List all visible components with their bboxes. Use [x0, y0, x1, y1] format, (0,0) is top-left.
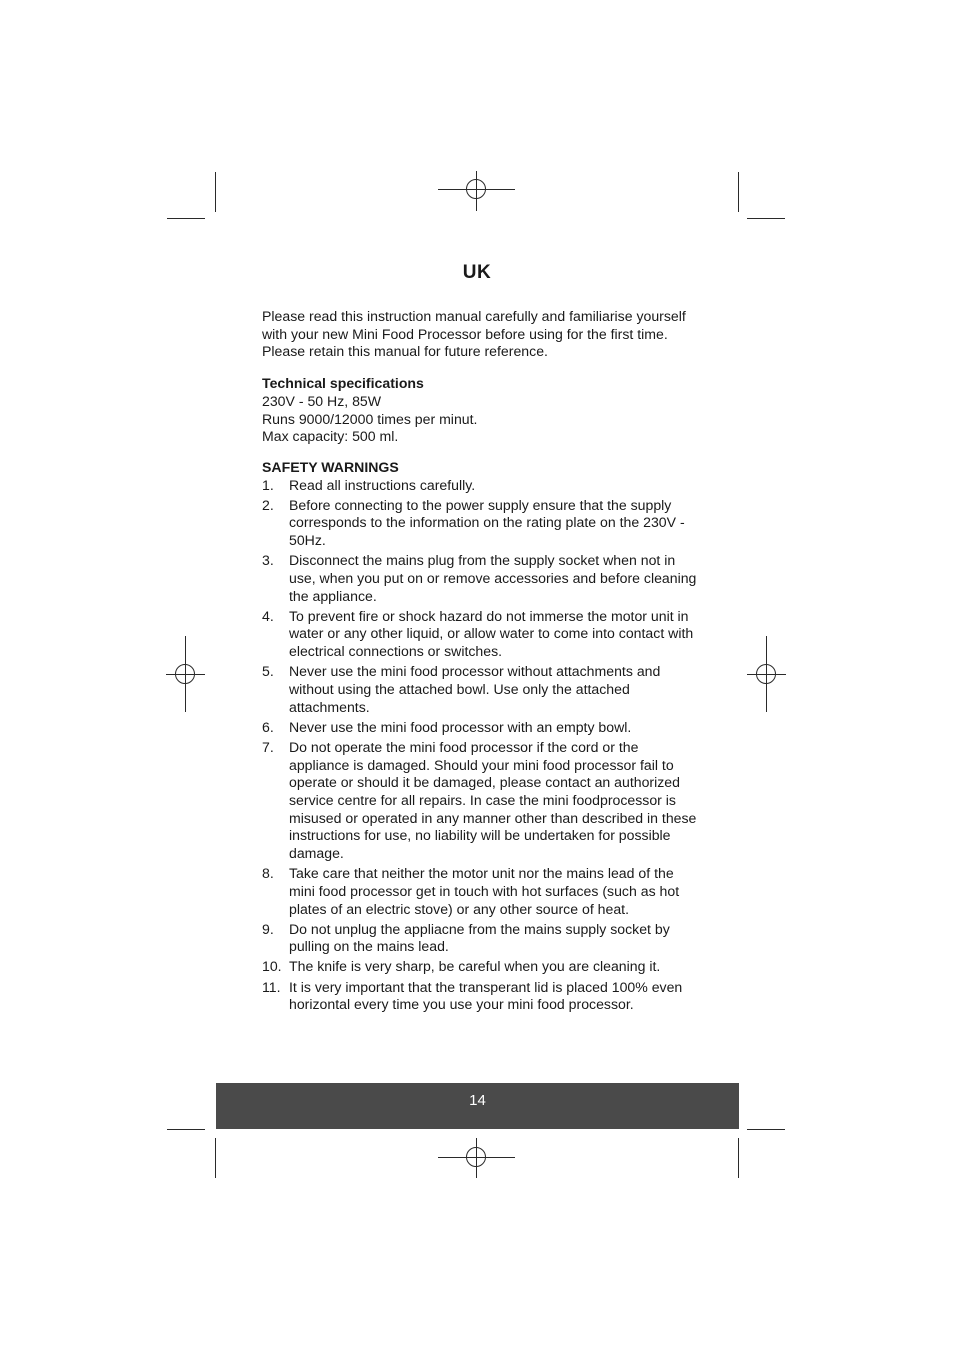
intro-line: with your new Mini Food Processor before using for the first time.	[262, 325, 668, 342]
tech-specs-list	[262, 393, 697, 446]
footer-bar	[216, 1083, 739, 1129]
list-item	[262, 497, 697, 550]
item-text: Never use the mini food processor without attachments and without using the attached bowl. Use only the attached attachments.	[289, 663, 661, 715]
safety-warnings-heading: SAFETY WARNINGS	[262, 458, 399, 475]
item-text: Never use the mini food processor with an empty bowl.	[289, 718, 632, 735]
spec-line: Runs 9000/12000 times per minut.	[262, 410, 478, 427]
list-item	[262, 663, 697, 716]
crop-mark-bottom-left-h	[167, 1129, 205, 1130]
list-item	[262, 608, 697, 661]
crop-mark-bottom-left-v	[215, 1138, 216, 1178]
item-number: 7.	[262, 738, 274, 755]
item-number: 2.	[262, 496, 274, 513]
intro-paragraph	[262, 308, 697, 361]
list-item	[262, 552, 697, 605]
intro-line: Please retain this manual for future reference.	[262, 343, 548, 360]
item-number: 8.	[262, 865, 274, 882]
item-number: 4.	[262, 607, 274, 624]
tech-specs-heading: Technical specifications	[262, 375, 424, 392]
item-text: Do not unplug the appliacne from the mains supply socket by pulling on the mains lead.	[289, 920, 670, 955]
crop-mark-bottom-right-v	[738, 1138, 739, 1178]
manual-content	[262, 308, 697, 1016]
list-item	[262, 958, 697, 976]
crop-mark-bottom-right-h	[747, 1129, 785, 1130]
crop-mark-top-left-v	[215, 172, 216, 212]
list-item	[262, 979, 697, 1014]
item-text: Do not operate the mini food processor if the cord or the appliance is damaged. Should your mini food processor fail to operate or should it be damaged, please contact an authorized service centre for all repairs. In case the mini foodprocessor is misused or operated in any manner other than described in these instructions for use, no liability will be undertaken for possible damage.	[289, 738, 697, 862]
item-text: Before connecting to the power supply ensure that the supply corresponds to the information on the rating plate on the 230V - 50Hz.	[289, 496, 685, 549]
page-number: 14	[469, 1092, 486, 1109]
list-item	[262, 865, 697, 918]
list-item	[262, 477, 697, 495]
item-number: 1.	[262, 476, 274, 493]
item-number: 9.	[262, 920, 274, 937]
item-text: It is very important that the transperant lid is placed 100% even horizontal every time you use your mini food processor.	[289, 978, 683, 1013]
item-text: The knife is very sharp, be careful when you are cleaning it.	[289, 958, 661, 975]
item-number: 3.	[262, 552, 274, 569]
list-item	[262, 921, 697, 956]
item-number: 6.	[262, 718, 274, 735]
list-item	[262, 739, 697, 863]
crop-mark-top-right-v	[738, 172, 739, 212]
safety-warnings-list	[262, 477, 697, 1014]
item-number: 10.	[262, 958, 282, 975]
intro-line: Please read this instruction manual carefully and familiarise yourself	[262, 308, 686, 324]
crop-mark-top-right-h	[747, 218, 785, 219]
page-title: UK	[462, 262, 492, 283]
crop-mark-top-left-h	[167, 218, 205, 219]
item-text: Take care that neither the motor unit nor the mains lead of the mini food processor get in touch with hot surfaces (such as hot plates of an electric stove) or any other source of heat.	[289, 865, 680, 917]
spec-line: Max capacity: 500 ml.	[262, 428, 399, 445]
item-text: Read all instructions carefully.	[289, 476, 476, 493]
item-number: 11.	[262, 978, 281, 995]
item-text: Disconnect the mains plug from the supply socket when not in use, when you put on or remove accessories and before cleaning the appliance.	[289, 552, 697, 604]
spec-line: 230V - 50 Hz, 85W	[262, 392, 382, 409]
list-item	[262, 719, 697, 737]
item-number: 5.	[262, 663, 274, 680]
item-text: To prevent fire or shock hazard do not immerse the motor unit in water or any other liquid, or allow water to come into contact with electrical connections or switches.	[289, 607, 694, 660]
